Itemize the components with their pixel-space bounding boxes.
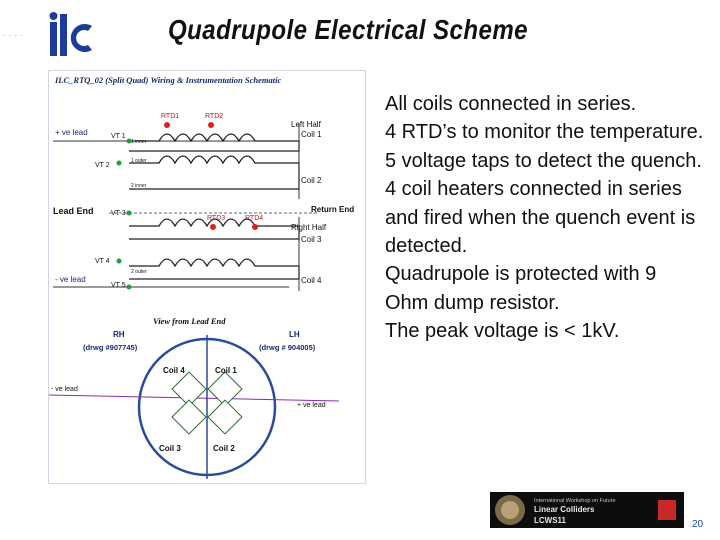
coil3-label: Coil 3 bbox=[301, 235, 322, 244]
rtd4-label: RTD4 bbox=[245, 215, 264, 222]
wiring-schematic bbox=[48, 70, 366, 484]
schematic-heading: ILC_RTQ_02 (Split Quad) Wiring & Instrumentation Schematic bbox=[55, 75, 282, 85]
view-plus-lead: + ve lead bbox=[297, 402, 326, 409]
banner-line2: Linear Colliders bbox=[534, 505, 595, 514]
lh-drwg: (drwg # 904005) bbox=[259, 343, 316, 352]
left-half-label: Left Half bbox=[291, 120, 321, 129]
banner-line3: LCWS11 bbox=[534, 516, 567, 525]
vt4-label: VT 4 bbox=[95, 258, 110, 265]
rtd2-label: RTD2 bbox=[205, 113, 224, 120]
bullet-4: 4 coil heaters connected in series and fired when the quench event is detected. bbox=[385, 178, 696, 258]
view-coil4: Coil 4 bbox=[163, 366, 185, 375]
inner-label: 1 inner bbox=[131, 139, 147, 145]
ilc-logo bbox=[0, 0, 110, 70]
rh-drwg: (drwg #907745) bbox=[83, 343, 138, 352]
bullet-5: Quadrupole is protected with 9 Ohm dump resistor. bbox=[385, 263, 657, 314]
outer-label: 1 outer bbox=[131, 158, 147, 164]
lcws11-banner bbox=[490, 492, 684, 528]
lh-label: LH bbox=[289, 330, 300, 339]
view-coil1: Coil 1 bbox=[215, 366, 237, 375]
lead-end-label: Lead End bbox=[53, 206, 94, 216]
banner-line1: International Workshop on Future bbox=[534, 498, 616, 504]
view-minus-lead: - ve lead bbox=[51, 386, 78, 393]
vt1-label: VT 1 bbox=[111, 133, 126, 140]
slide-title: Quadrupole Electrical Scheme bbox=[168, 14, 528, 45]
coil2-label: Coil 2 bbox=[301, 176, 322, 185]
bullet-1: All coils connected in series. bbox=[385, 93, 637, 115]
view-coil3: Coil 3 bbox=[159, 444, 181, 453]
bullet-2: 4 RTD’s to monitor the temperature. bbox=[385, 121, 704, 144]
view-coil2: Coil 2 bbox=[213, 444, 235, 453]
outer2-label: 2 outer bbox=[131, 269, 147, 275]
vt5-label: VT 5 bbox=[111, 282, 126, 289]
vt2-label: VT 2 bbox=[95, 162, 110, 169]
right-half-label: Right Half bbox=[291, 223, 327, 232]
rtd3-label: RTD3 bbox=[207, 215, 226, 222]
bullet-6: The peak voltage is < 1kV. bbox=[385, 320, 620, 343]
bullet-text bbox=[385, 90, 705, 346]
view-label: View from Lead End bbox=[153, 316, 226, 326]
plus-lead-label: + ve lead bbox=[55, 128, 88, 137]
page-number: 20 bbox=[692, 519, 704, 530]
svg-text:· · · ·: · · · · bbox=[2, 30, 24, 41]
vt3-label: VT 3 bbox=[111, 210, 126, 217]
coil4-label: Coil 4 bbox=[301, 276, 322, 285]
bullet-3: 5 voltage taps to detect the quench. bbox=[385, 149, 702, 172]
inner2-label: 2 inner bbox=[131, 183, 147, 189]
minus-lead-label: - ve lead bbox=[55, 275, 86, 284]
coil1-label: Coil 1 bbox=[301, 130, 322, 139]
rh-label: RH bbox=[113, 330, 125, 339]
return-end-label: Return End bbox=[311, 205, 355, 214]
rtd1-label: RTD1 bbox=[161, 113, 180, 120]
